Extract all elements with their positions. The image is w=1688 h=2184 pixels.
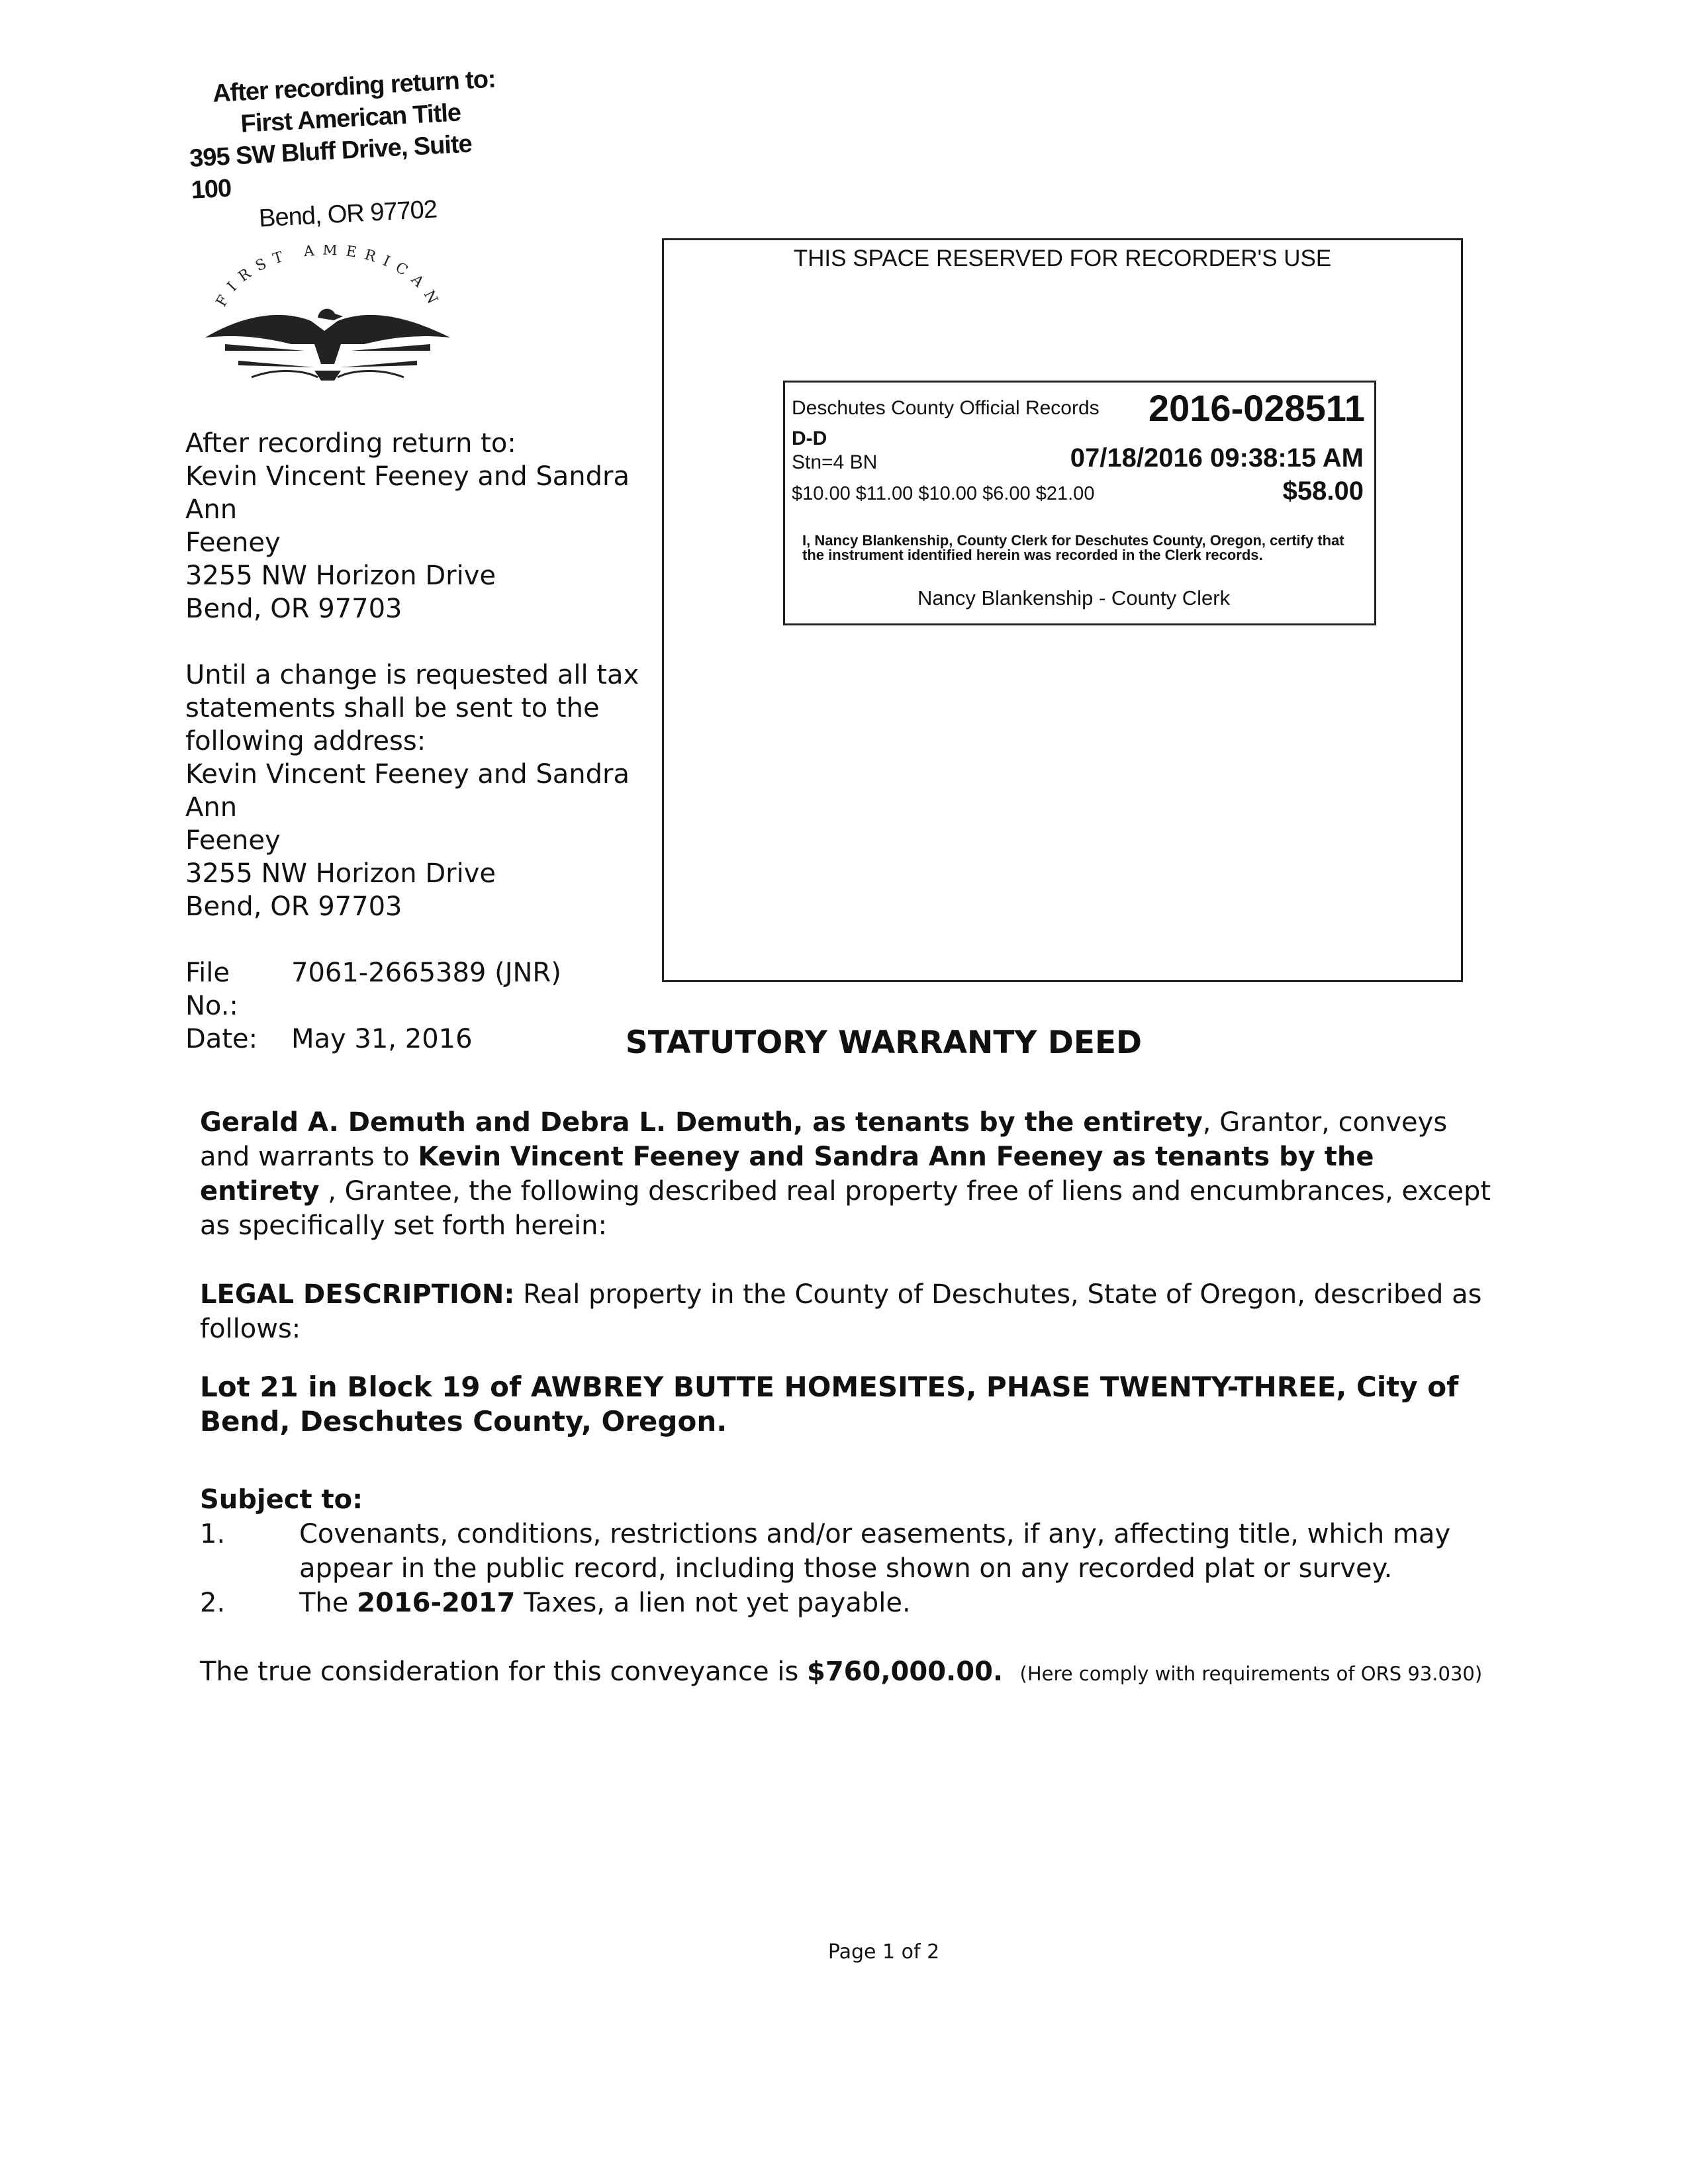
- grantee-text: , Grantee, the following described real property free of liens and encumbrances, except as specifically set forth herein:: [200, 1176, 1491, 1241]
- page-title: STATUTORY WARRANTY DEED: [625, 1024, 1143, 1061]
- file-number-value: 7061-2665389 (JNR): [291, 958, 561, 988]
- file-number-label: File No.:: [185, 958, 238, 1021]
- tax-year: 2016-2017: [357, 1588, 516, 1618]
- list-item: [200, 1517, 1497, 1586]
- consideration-text: The true consideration for this conveyance is: [200, 1657, 808, 1687]
- record-number: 2016-028511: [1148, 387, 1365, 429]
- return-city: Bend, OR 97703: [185, 594, 402, 624]
- recording-stamp: [783, 381, 1376, 625]
- list-item-number: 2.: [200, 1588, 226, 1618]
- legal-label: LEGAL DESCRIPTION:: [200, 1279, 515, 1310]
- recorder-heading: THIS SPACE RESERVED FOR RECORDER'S USE: [793, 246, 1332, 271]
- legal-description: [200, 1277, 1497, 1346]
- return-stamp: [185, 63, 511, 238]
- consideration-note: (Here comply with requirements of ORS 93.030): [1019, 1662, 1483, 1685]
- return-heading: After recording return to:: [185, 428, 516, 459]
- records-label: Deschutes County Official Records: [792, 397, 1100, 419]
- tax-name-line-2: Feeney: [185, 825, 281, 856]
- clerk-certification: I, Nancy Blankenship, County Clerk for Deschutes County, Oregon, certify that the instrument identified herein was recorded in the Clerk records.: [802, 532, 1344, 563]
- return-name-line-1: Kevin Vincent Feeney and Sandra Ann: [185, 461, 630, 525]
- fees: $10.00 $11.00 $10.00 $6.00 $21.00: [792, 483, 1095, 504]
- tax-item-post: Taxes, a lien not yet payable.: [515, 1588, 911, 1618]
- station: Stn=4 BN: [792, 451, 878, 473]
- tax-name-line-1: Kevin Vincent Feeney and Sandra Ann: [185, 759, 630, 823]
- tax-street: 3255 NW Horizon Drive: [185, 858, 496, 889]
- address-block: [185, 427, 662, 1056]
- tax-line-3: following address:: [185, 726, 426, 756]
- grantor-names: Gerald A. Demuth and Debra L. Demuth, as tenants by the entirety: [200, 1107, 1203, 1138]
- first-american-eagle-logo: [199, 245, 457, 390]
- return-name-line-2: Feeney: [185, 527, 281, 558]
- page-number: Page 1 of 2: [827, 1940, 940, 1964]
- return-street: 3255 NW Horizon Drive: [185, 561, 496, 591]
- conveyance-paragraph: [200, 1105, 1497, 1243]
- doc-type: D-D: [792, 428, 827, 449]
- recorder-space: [662, 238, 1463, 982]
- list-item: [200, 1586, 1497, 1620]
- date-value: May 31, 2016: [291, 1024, 473, 1054]
- tax-line-2: statements shall be sent to the: [185, 693, 600, 723]
- fee-total: $58.00: [1282, 477, 1364, 506]
- record-datetime: 07/18/2016 09:38:15 AM: [1070, 443, 1364, 473]
- grantee-names: Kevin Vincent Feeney and Sandra Ann Feeney as tenants by the entirety: [200, 1142, 1374, 1206]
- subject-to-section: [200, 1482, 1497, 1620]
- stamp-line-1: After recording return to:: [212, 65, 496, 108]
- svg-text:FIRST AMERICAN: [213, 245, 444, 314]
- lot-description: Lot 21 in Block 19 of AWBREY BUTTE HOMESITES, PHASE TWENTY-THREE, City of Bend, Deschutes County, Oregon.: [200, 1371, 1459, 1437]
- logo-arc-text: FIRST AMERICAN: [213, 245, 445, 314]
- stamp-line-2: First American Title: [240, 99, 461, 138]
- list-item-number: 1.: [200, 1519, 226, 1549]
- consideration-statement: [200, 1655, 1497, 1691]
- tax-line-1: Until a change is requested all tax: [185, 660, 639, 690]
- stamp-line-3: 395 SW Bluff Drive, Suite 100: [189, 130, 473, 205]
- file-number-row: [185, 956, 662, 1023]
- consideration-amount: $760,000.00.: [807, 1657, 1004, 1687]
- date-label: Date:: [185, 1024, 258, 1054]
- legal-text: Real property in the County of Deschutes, State of Oregon, described as follows:: [200, 1279, 1482, 1344]
- list-item-text: Covenants, conditions, restrictions and/or easements, if any, affecting title, which may appear in the public record, including those shown on any recorded plat or survey.: [299, 1519, 1451, 1584]
- tax-city: Bend, OR 97703: [185, 891, 402, 922]
- tax-item-pre: The: [299, 1588, 357, 1618]
- eagle-icon: [205, 309, 450, 381]
- clerk-name: Nancy Blankenship - County Clerk: [917, 586, 1231, 610]
- subject-to-label: Subject to:: [200, 1484, 363, 1515]
- stamp-line-4: Bend, OR 97702: [258, 195, 438, 233]
- grantor-text: , Grantor, conveys and warrants to: [200, 1107, 1448, 1172]
